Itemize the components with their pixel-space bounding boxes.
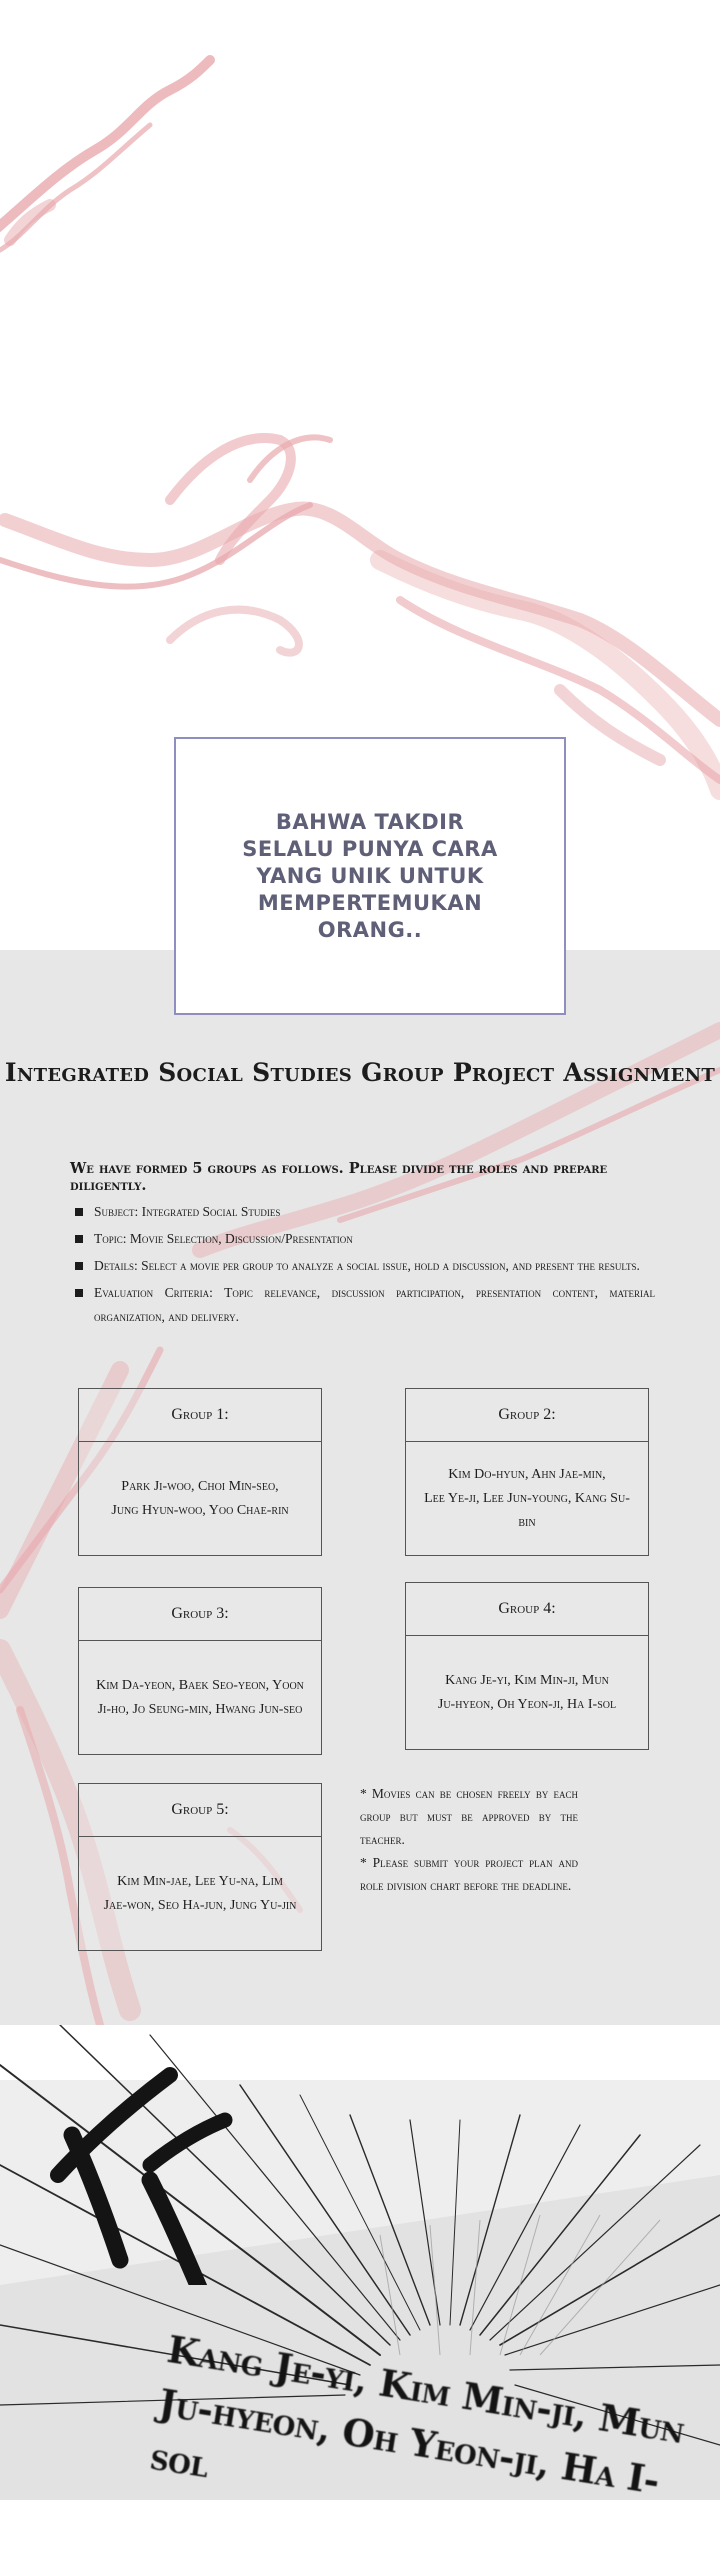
assignment-details-list: [70, 1200, 655, 1332]
list-item: [70, 1200, 655, 1224]
group-2-box: [405, 1388, 649, 1556]
assignment-title: Integrated Social Studies Group Project Assignment: [4, 1058, 716, 1087]
group-title: Group 3:: [79, 1588, 321, 1641]
bullet-square-icon: [75, 1235, 83, 1243]
bullet-square-icon: [75, 1262, 83, 1270]
group-members: Park Ji-woo, Choi Min-seo, Jung Hyun-woo, Yoo Chae-rin: [111, 1479, 289, 1518]
bullet-square-icon: [75, 1289, 83, 1297]
group-4-box: [405, 1582, 649, 1750]
group-5-box: [78, 1783, 322, 1951]
note-text: * Movies can be chosen freely by each group but must be approved by the teacher.: [360, 1786, 578, 1847]
sfx-lettering-illustration: [0, 2025, 720, 2285]
bullet-text: Details: Select a movie per group to analyze a social issue, hold a discussion, and present the results.: [94, 1258, 640, 1273]
group-title: Group 1:: [79, 1389, 321, 1442]
bullet-text: Subject: Integrated Social Studies: [94, 1204, 281, 1219]
list-item: [70, 1227, 655, 1251]
assignment-notes: [360, 1782, 578, 1897]
assignment-intro: We have formed 5 groups as follows. Please divide the roles and prepare diligently.: [70, 1160, 608, 1194]
group-1-box: [78, 1388, 322, 1556]
group-3-box: [78, 1587, 322, 1755]
group-members: Kang Je-yi, Kim Min-ji, Mun Ju-hyeon, Oh Yeon-ji, Ha I-sol: [437, 1673, 617, 1712]
group-members: Kim Do-hyun, Ahn Jae-min, Lee Ye-ji, Lee Jun-young, Kang Su-bin: [424, 1467, 630, 1530]
group-title: Group 2:: [406, 1389, 648, 1442]
group-title: Group 4:: [406, 1583, 648, 1636]
shouted-names-text: Kang Je-yi, Kim Min-ji, Mun Ju-hyeon, Oh Yeon-ji, Ha I-sol: [147, 2326, 688, 2503]
narration-caption-box: [174, 737, 566, 1015]
group-members: Kim Min-jae, Lee Yu-na, Lim Jae-won, Seo Ha-jun, Jung Yu-jin: [103, 1874, 297, 1913]
narration-caption-text: BAHWA TAKDIR SELALU PUNYA CARA YANG UNIK UNTUK MEMPERTEMUKAN ORANG..: [242, 809, 498, 942]
group-members: Kim Da-yeon, Baek Seo-yeon, Yoon Ji-ho, Jo Seung-min, Hwang Jun-seo: [96, 1678, 304, 1717]
list-item: [70, 1254, 655, 1278]
bullet-square-icon: [75, 1208, 83, 1216]
bullet-text: Topic: Movie Selection, Discussion/Presentation: [94, 1231, 353, 1246]
list-item: [70, 1281, 655, 1329]
note-text: * Please submit your project plan and role division chart before the deadline.: [360, 1855, 578, 1893]
group-title: Group 5:: [79, 1784, 321, 1837]
bullet-text: Evaluation Criteria: Topic relevance, discussion participation, presentation content, material organization, and delivery.: [94, 1285, 655, 1324]
